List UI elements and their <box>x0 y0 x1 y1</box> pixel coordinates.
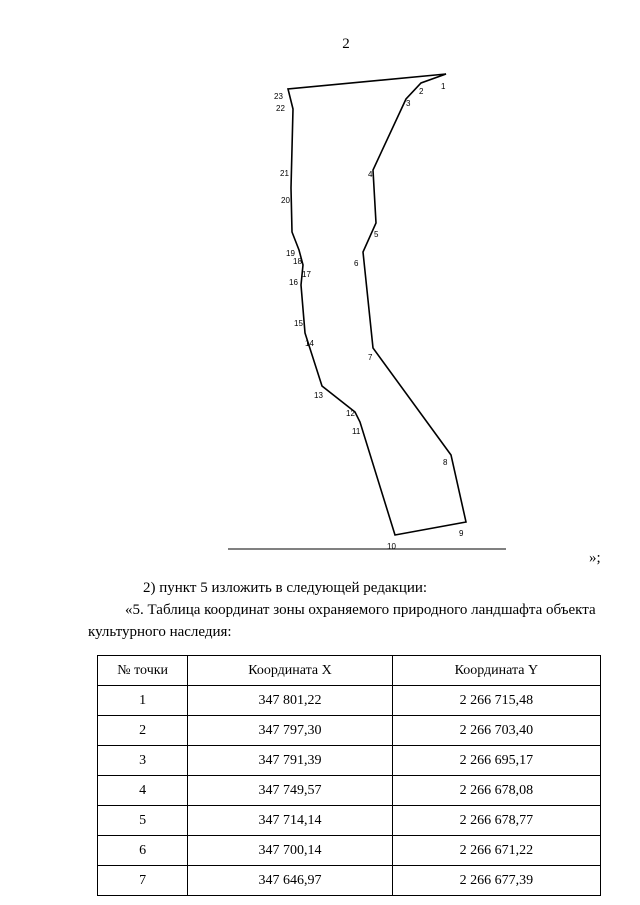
cell-point-number: 6 <box>98 836 188 866</box>
coordinates-table <box>97 655 601 896</box>
cell-coordinate-x: 347 801,22 <box>188 686 392 716</box>
vertex-label: 17 <box>302 270 311 279</box>
cell-coordinate-y: 2 266 671,22 <box>392 836 600 866</box>
vertex-label: 23 <box>274 92 283 101</box>
closing-quote: »; <box>589 550 601 566</box>
vertex-label: 6 <box>354 259 359 268</box>
table-row <box>98 686 601 716</box>
cell-coordinate-y: 2 266 677,39 <box>392 866 600 896</box>
vertex-label: 22 <box>276 104 285 113</box>
table-row <box>98 866 601 896</box>
cell-point-number: 4 <box>98 776 188 806</box>
cell-coordinate-x: 347 700,14 <box>188 836 392 866</box>
table-row <box>98 746 601 776</box>
table-row <box>98 716 601 746</box>
paragraph-item-5-line1: «5. Таблица координат зоны охраняемого природного ландшафта объекта <box>125 602 596 618</box>
cell-coordinate-y: 2 266 703,40 <box>392 716 600 746</box>
header-coordinate-x: Координата X <box>188 656 392 686</box>
vertex-label: 1 <box>441 82 446 91</box>
vertex-label: 5 <box>374 230 379 239</box>
vertex-label: 11 <box>352 427 361 436</box>
header-point-number: № точки <box>98 656 188 686</box>
table-header-row <box>98 656 601 686</box>
table-row <box>98 836 601 866</box>
cell-coordinate-y: 2 266 678,08 <box>392 776 600 806</box>
table-row <box>98 776 601 806</box>
cell-coordinate-x: 347 791,39 <box>188 746 392 776</box>
cell-coordinate-y: 2 266 715,48 <box>392 686 600 716</box>
vertex-label: 12 <box>346 409 355 418</box>
vertex-label: 20 <box>281 196 290 205</box>
vertex-label: 7 <box>368 353 373 362</box>
vertex-label: 14 <box>305 339 314 348</box>
vertex-label: 8 <box>443 458 448 467</box>
cell-coordinate-x: 347 749,57 <box>188 776 392 806</box>
vertex-label: 21 <box>280 169 289 178</box>
vertex-label: 15 <box>294 319 303 328</box>
vertex-label: 18 <box>293 257 302 266</box>
table-row <box>98 806 601 836</box>
page-number: 2 <box>342 36 350 52</box>
cell-coordinate-x: 347 797,30 <box>188 716 392 746</box>
vertex-label: 2 <box>419 87 424 96</box>
vertex-label: 4 <box>368 170 373 179</box>
cell-point-number: 5 <box>98 806 188 836</box>
cell-coordinate-x: 347 646,97 <box>188 866 392 896</box>
vertex-label: 16 <box>289 278 298 287</box>
vertex-label: 3 <box>406 99 411 108</box>
cell-coordinate-y: 2 266 678,77 <box>392 806 600 836</box>
vertex-label: 13 <box>314 391 323 400</box>
vertex-label: 10 <box>387 542 396 551</box>
cell-point-number: 3 <box>98 746 188 776</box>
cell-point-number: 2 <box>98 716 188 746</box>
vertex-label: 9 <box>459 529 464 538</box>
cell-point-number: 1 <box>98 686 188 716</box>
paragraph-item-2: 2) пункт 5 изложить в следующей редакции: <box>143 580 428 596</box>
cell-coordinate-x: 347 714,14 <box>188 806 392 836</box>
boundary-polygon <box>288 74 466 535</box>
cell-coordinate-y: 2 266 695,17 <box>392 746 600 776</box>
paragraph-item-5-line2: культурного наследия: <box>88 624 232 640</box>
cell-point-number: 7 <box>98 866 188 896</box>
header-coordinate-y: Координата Y <box>392 656 600 686</box>
vertex-label: 19 <box>286 249 295 258</box>
